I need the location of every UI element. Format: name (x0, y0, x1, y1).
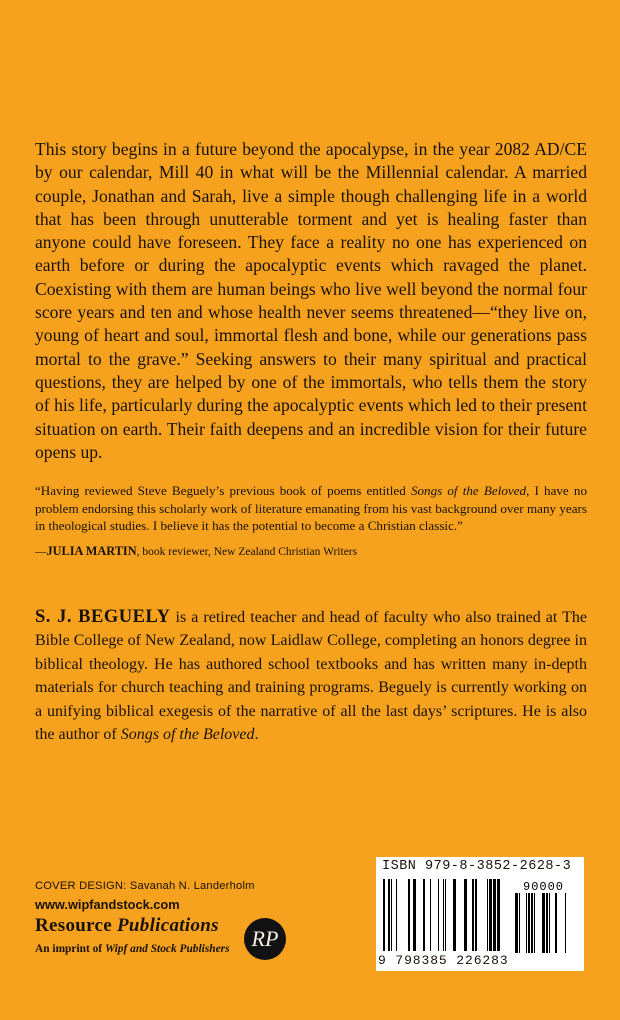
barcode-bar (546, 893, 548, 953)
publisher-imprint (35, 943, 230, 955)
barcode-bar (464, 879, 467, 951)
attribution-dash: — (35, 546, 47, 558)
isbn-label: ISBN 979-8-3852-2628-3 (382, 859, 572, 874)
barcode-bar (475, 879, 477, 951)
barcode-bar (391, 879, 392, 951)
barcode-bar (443, 879, 444, 951)
barcode-bar (531, 893, 533, 953)
back-cover-blurb: This story begins in a future beyond the apocalypse, in the year 2082 AD/CE by our calendar, Mill 40 in what will be the Millennial calendar. A married couple, Jonathan and Sarah, live a simple though challenging life in a world that has been through unutterable torment and yet is healing faster than anyone could have foreseen. They face a reality no one has experienced on earth before or during the apocalyptic events which ravaged the planet. Coexisting with them are human beings who live well beyond the normal four score years and ten and whose health never seems threatened—“they live on, young of heart and soul, immortal flesh and bone, while our generations pass mortal to the grave.” Seeking answers to their many spiritual and practical questions, they are helped by one of the immortals, who tells them the story of his life, particularly during the apocalyptic events which led to their present situation on earth. Their faith deepens and an incredible vision for their future opens up. (35, 139, 587, 462)
barcode-price-code: 90000 (523, 880, 565, 894)
barcode-bar (383, 879, 385, 951)
barcode-bar (430, 879, 431, 951)
imprint-prefix: An imprint of (35, 943, 105, 955)
barcode-bar (528, 893, 530, 953)
isbn-barcode (376, 857, 584, 971)
barcode-digits: 9 798385 226283 (378, 953, 509, 968)
barcode-bar (453, 879, 456, 951)
barcode-bar (534, 893, 535, 953)
barcode-bar (396, 879, 397, 951)
barcode-bar (472, 879, 474, 951)
barcode-bar (549, 893, 550, 953)
barcode-bar (408, 879, 410, 951)
bio-text: is a retired teacher and head of faculty who also trained at The Bible College of New Zealand, now Laidlaw College, completing an honors degree in biblical theology. He has authored school textbooks and has written many in-depth materials for church teaching and training programs. Beguely is currently working on a unifying biblical exegesis of the narrative of all the last days’ scriptures. He is also the author of (35, 609, 588, 744)
barcode-bars (383, 879, 579, 953)
bio-book-title: Songs of the Beloved (120, 726, 255, 744)
barcode-bar (515, 893, 518, 953)
publisher-website: www.wipfandstock.com (35, 897, 180, 912)
bio-end: . (254, 726, 259, 744)
quote-text-end: , I have no problem endorsing this scholarly work of literature emanating from his vast background over many years in theological studies. I believe it has the potential to become a Christian classic.” (35, 483, 588, 534)
author-bio (35, 606, 587, 746)
cover-design-credit: COVER DESIGN: Savanah N. Landerholm (35, 880, 255, 892)
imprint-name: Wipf and Stock Publishers (104, 943, 230, 955)
barcode-bar (565, 893, 566, 953)
barcode-bar (519, 893, 520, 953)
reviewer-role: , book reviewer, New Zealand Christian Writers (136, 546, 358, 558)
publisher-logo: RP (244, 918, 286, 960)
barcode-bar (445, 879, 446, 951)
quote-book-title: Songs of the Beloved (410, 483, 527, 498)
author-name: S. J. BEGUELY (35, 607, 171, 627)
barcode-bar (438, 879, 439, 951)
barcode-bar (487, 879, 488, 951)
barcode-bar (489, 879, 492, 951)
barcode-bar (493, 879, 496, 951)
barcode-bar (423, 879, 425, 951)
reviewer-name: JULIA MARTIN (46, 544, 137, 558)
quote-text: “Having reviewed Steve Beguely’s previous book of poems entitled (35, 483, 411, 498)
publisher-name-italic: Publications (117, 915, 219, 936)
barcode-bar (497, 879, 500, 951)
barcode-bar (413, 879, 416, 951)
endorsement-attribution (35, 544, 357, 559)
publisher-name-plain: Resource (35, 915, 118, 936)
barcode-bar (555, 893, 557, 953)
barcode-bar (542, 893, 545, 953)
endorsement-quote (35, 482, 587, 535)
barcode-bar (526, 893, 527, 953)
publisher-name (35, 915, 219, 937)
barcode-bar (388, 879, 390, 951)
